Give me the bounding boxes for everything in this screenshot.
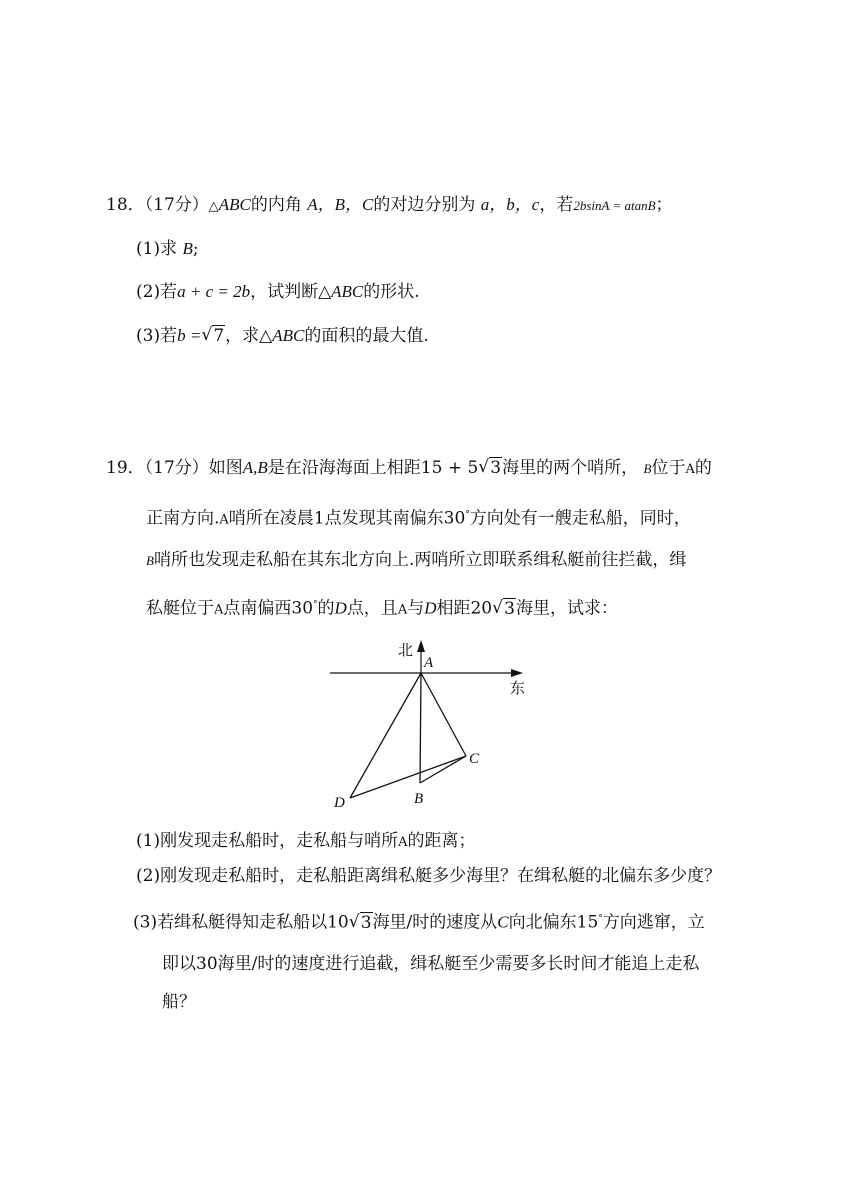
segment-AB <box>420 673 421 783</box>
q19-part3-line1: (3)若缉私艇得知走私船以10√ 3海里/时的速度从C向北偏东15°方向逃窜，立 <box>133 907 705 935</box>
q19-line1: 19．（17分）如图A,B是在沿海海面上相距15 + 5√ 3海里的两个哨所， B位于A的 <box>106 456 712 482</box>
degree-mark: ° <box>598 914 603 924</box>
label-A: A <box>424 655 434 671</box>
degree-mark: ° <box>465 510 470 520</box>
q18-stem: 18．（17分）△ABC的内角 A，B，C的对边分别为 a，b，c，若2bsinA = atanB； <box>106 195 673 215</box>
segment-AC <box>421 673 466 756</box>
east-arrow-icon <box>511 669 523 677</box>
geometry-figure <box>320 635 540 815</box>
sqrt-7: √ 7 <box>201 324 225 348</box>
segment-DC <box>350 756 466 798</box>
sqrt-3-c: √ 3 <box>349 911 373 935</box>
q19-part2: (2)刚发现走私船时，走私船距离缉私艇多少海里？在缉私艇的北偏东多少度？ <box>136 866 722 886</box>
north-arrow-icon <box>417 640 425 652</box>
label-D: D <box>334 795 345 811</box>
degree-mark: ° <box>313 600 318 610</box>
label-B: B <box>414 791 424 807</box>
segment-AD <box>350 673 421 798</box>
q19-part3-line3: 船？ <box>162 992 196 1012</box>
q18-part3: (3)若b =√ 7，求△ABC的面积的最大值. <box>136 324 429 348</box>
label-east: 东 <box>510 679 526 697</box>
q18-part2: (2)若a + c = 2b，试判断△ABC的形状. <box>136 282 420 302</box>
q19-line2: 正南方向.A哨所在凌晨1点发现其南偏东30°方向处有一艘走私船，同时， <box>146 508 691 529</box>
q19-line4: 私艇位于A点南偏西30°的D点，且A与D相距20√ 3海里，试求： <box>146 593 618 623</box>
label-north: 北 <box>398 641 414 659</box>
sqrt-3-b: √ 3 <box>492 597 516 621</box>
label-C: C <box>469 751 480 767</box>
q18-part1: (1)求 B; <box>136 239 199 259</box>
q19-part3-line2: 即以30海里/时的速度进行追截，缉私艇至少需要多长时间才能追上走私 <box>162 954 700 974</box>
q19-line3: B哨所也发现走私船在其东北方向上.两哨所立即联系缉私艇前往拦截，缉 <box>146 550 687 570</box>
q19-part1: (1)刚发现走私船时，走私船与哨所A的距离； <box>136 831 476 851</box>
sqrt-3-a: √ 3 <box>478 456 502 480</box>
